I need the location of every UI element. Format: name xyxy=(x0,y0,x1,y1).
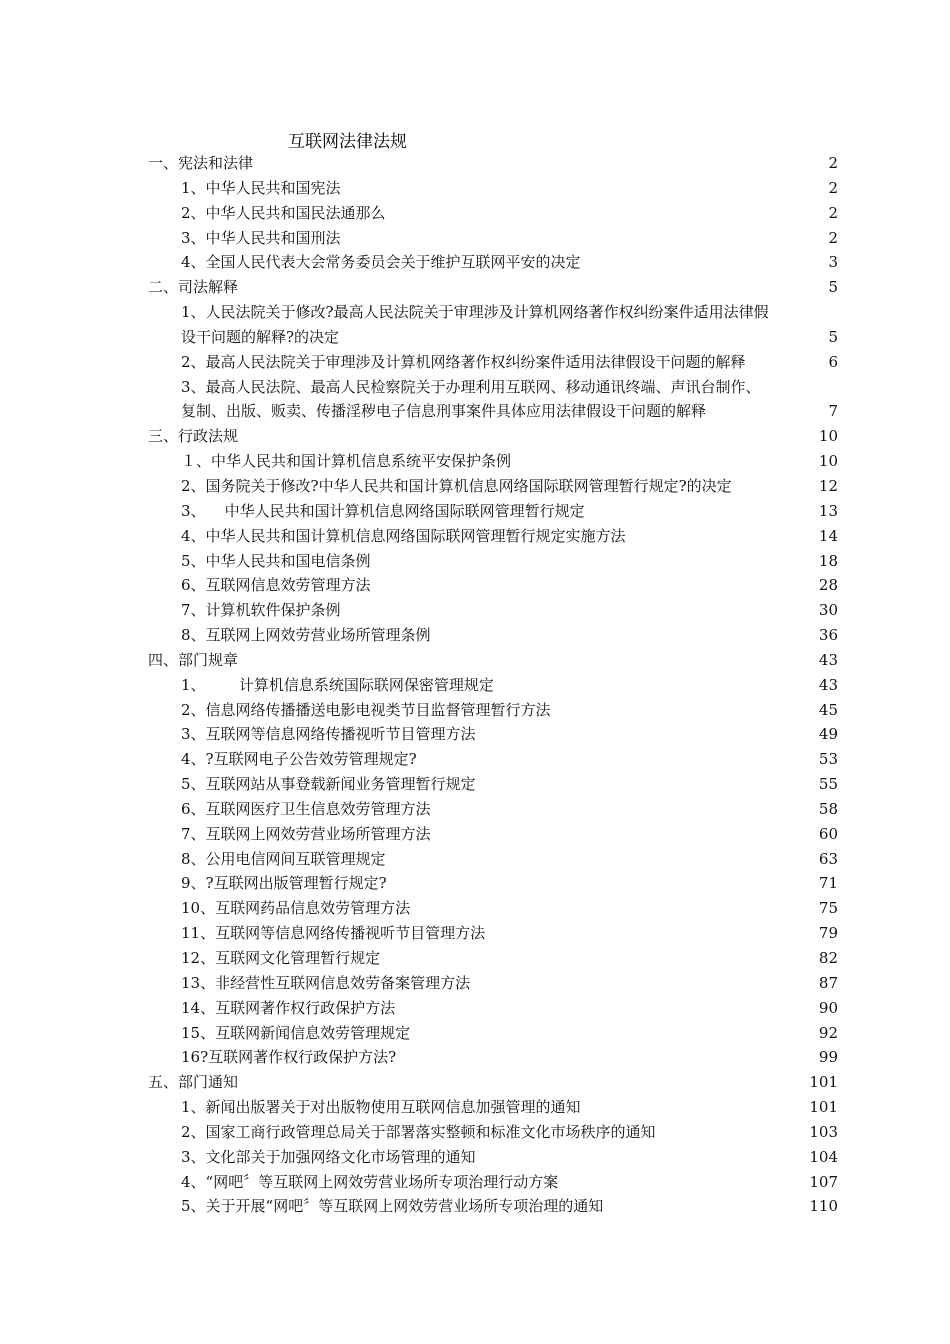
toc-entry-label: 1、人民法院关于修改?最高人民法院关于审理涉及计算机网络著作权纠纷案件适用法律假 xyxy=(181,303,769,322)
toc-page-number: 10 xyxy=(818,452,838,471)
toc-section-label: 二、司法解释 xyxy=(148,278,239,297)
toc-entry-label: 4、全国人民代表大会常务委员会关于维护互联网平安的决定 xyxy=(181,253,581,272)
toc-page-number: 110 xyxy=(809,1197,838,1216)
toc-entry[interactable] xyxy=(148,623,838,648)
toc-entry[interactable] xyxy=(148,474,838,499)
toc-entry-label: 13、非经营性互联网信息效劳备案管理方法 xyxy=(181,973,471,992)
toc-entry-label: 7、计算机软件保护条例 xyxy=(181,601,341,620)
toc-entry-label: 3、中华人民共和国刑法 xyxy=(181,228,341,247)
toc-page-number: 5 xyxy=(828,327,838,346)
toc-page-number: 107 xyxy=(809,1172,838,1191)
toc-entry[interactable] xyxy=(148,350,838,375)
toc-entry-label: 4、“网吧〞等互联网上网效劳营业场所专项治理行动方案 xyxy=(181,1172,559,1191)
toc-entry-label: 14、互联网著作权行政保护方法 xyxy=(181,998,396,1017)
document-title: 互联网法律法规 xyxy=(288,132,407,152)
toc-entry[interactable] xyxy=(148,1045,838,1070)
toc-entry[interactable] xyxy=(148,1145,838,1170)
toc-page-number: 2 xyxy=(828,228,838,247)
toc-page-number: 92 xyxy=(818,1023,838,1042)
toc-page-number: 79 xyxy=(818,924,838,943)
toc-entry[interactable] xyxy=(148,1170,838,1195)
toc-entry[interactable] xyxy=(148,449,838,474)
toc-page-number: 60 xyxy=(818,824,838,843)
toc-entry-label: 3、互联网等信息网络传播视听节目管理方法 xyxy=(181,725,476,744)
toc-entry[interactable] xyxy=(148,573,838,598)
toc-section[interactable] xyxy=(148,275,838,300)
toc-entry[interactable] xyxy=(148,226,838,251)
toc-entry-label: 6、互联网医疗卫生信息效劳管理方法 xyxy=(181,799,431,818)
toc-entry[interactable] xyxy=(148,698,838,723)
toc-page-number: 3 xyxy=(828,253,838,272)
toc-entry[interactable] xyxy=(148,598,838,623)
toc-page-number: 2 xyxy=(828,203,838,222)
toc-page-number: 43 xyxy=(818,675,838,694)
toc-page-number: 55 xyxy=(818,775,838,794)
toc-entry[interactable] xyxy=(148,822,838,847)
toc-page-number: 43 xyxy=(818,650,838,669)
toc-entry-label: 1、中华人民共和国宪法 xyxy=(181,178,341,197)
toc-entry-label: 3、最高人民法院、最高人民检察院关于办理利用互联网、移动通讯终端、声讯台制作、 xyxy=(181,377,761,396)
toc-entry-label: 8、公用电信网间互联管理规定 xyxy=(181,849,386,868)
toc-entry-label: 7、互联网上网效劳营业场所管理方法 xyxy=(181,824,431,843)
toc-entry-label: 5、互联网站从事登载新闻业务管理暂行规定 xyxy=(181,775,476,794)
toc-entry-label: 2、信息网络传播播送电影电视类节目监督管理暂行方法 xyxy=(181,700,551,719)
toc-page-number: 28 xyxy=(818,576,838,595)
toc-entry[interactable] xyxy=(148,747,838,772)
toc-entry-label: 2、最高人民法院关于审理涉及计算机网络著作权纠纷案件适用法律假设干问题的解释 xyxy=(181,352,746,371)
toc-entry-label: 15、互联网新闻信息效劳管理规定 xyxy=(181,1023,411,1042)
toc-page-number: 49 xyxy=(818,725,838,744)
toc-page-number: 90 xyxy=(818,998,838,1017)
toc-page-number: 5 xyxy=(828,278,838,297)
toc-page-number: 58 xyxy=(818,799,838,818)
toc-entry-label: 8、互联网上网效劳营业场所管理条例 xyxy=(181,626,431,645)
toc-page-number: 75 xyxy=(818,899,838,918)
toc-page-number: 12 xyxy=(818,476,838,495)
toc-entry[interactable] xyxy=(148,1194,838,1219)
toc-page-number: 82 xyxy=(818,949,838,967)
toc-entry-label: 12、互联网文化管理暂行规定 xyxy=(181,949,381,967)
toc-entry[interactable] xyxy=(148,524,838,549)
toc-entry[interactable] xyxy=(148,673,838,698)
toc-entry[interactable] xyxy=(148,921,838,946)
toc-page-number: 13 xyxy=(818,501,838,520)
toc-page-number: 71 xyxy=(818,874,838,893)
toc-entry-label: 1、新闻出版署关于对出版物使用互联网信息加强管理的通知 xyxy=(181,1098,581,1117)
toc-page-number: 104 xyxy=(809,1147,838,1166)
toc-entry-label: 2、国务院关于修改?中华人民共和国计算机信息网络国际联网管理暂行规定?的决定 xyxy=(181,476,732,495)
toc-section[interactable] xyxy=(148,151,838,176)
toc-entry-label-continued: 复制、出版、贩卖、传播淫秽电子信息刑事案件具体应用法律假设干问题的解释 xyxy=(181,402,707,421)
toc-entry[interactable] xyxy=(148,971,838,996)
toc-section-label: 一、宪法和法律 xyxy=(148,154,254,172)
toc-entry[interactable] xyxy=(148,797,838,822)
toc-page-number: 101 xyxy=(809,1073,838,1092)
toc-section-label: 四、部门规章 xyxy=(148,650,239,669)
toc-page-number: 10 xyxy=(818,427,838,446)
toc-section[interactable] xyxy=(148,1070,838,1095)
toc-entry-label: 4、?互联网电子公告效劳管理规定? xyxy=(181,750,417,769)
toc-page-number: 30 xyxy=(818,601,838,620)
toc-page-number: 6 xyxy=(828,352,838,371)
toc-entry[interactable] xyxy=(148,300,838,325)
toc-entry-label: 6、互联网信息效劳管理方法 xyxy=(181,576,371,595)
toc-entry-label: 5、关于开展“网吧〞等互联网上网效劳营业场所专项治理的通知 xyxy=(181,1197,604,1216)
toc-page-number: 53 xyxy=(818,750,838,769)
toc-entry[interactable] xyxy=(148,871,838,896)
toc-page-number: 36 xyxy=(818,626,838,645)
toc-page-number: 87 xyxy=(818,973,838,992)
toc-entry-label: 11、互联网等信息网络传播视听节目管理方法 xyxy=(181,924,486,943)
toc-page-number: 7 xyxy=(828,402,838,421)
toc-entry-label: 9、?互联网出版管理暂行规定? xyxy=(181,874,387,893)
toc-entry-continuation[interactable] xyxy=(148,325,838,350)
toc-entry-label-continued: 设干问题的解释?的决定 xyxy=(181,327,340,346)
toc-entry[interactable] xyxy=(148,996,838,1021)
table-of-contents xyxy=(148,151,838,1219)
toc-entry[interactable] xyxy=(148,1021,838,1046)
toc-entry-label: 10、互联网药品信息效劳管理方法 xyxy=(181,899,411,918)
toc-page-number: 2 xyxy=(828,178,838,197)
toc-entry[interactable] xyxy=(148,896,838,921)
toc-section[interactable] xyxy=(148,648,838,673)
toc-entry-label: 4、中华人民共和国计算机信息网络国际联网管理暂行规定实施方法 xyxy=(181,526,626,545)
toc-entry-continuation[interactable] xyxy=(148,399,838,424)
toc-page-number: 2 xyxy=(828,154,838,172)
toc-entry-label: 1、 计算机信息系统国际联网保密管理规定 xyxy=(181,675,494,694)
toc-entry[interactable] xyxy=(148,847,838,872)
toc-page-number: 63 xyxy=(818,849,838,868)
toc-entry[interactable] xyxy=(148,946,838,971)
toc-section-label: 五、部门通知 xyxy=(148,1073,239,1092)
toc-entry[interactable] xyxy=(148,772,838,797)
toc-section-label: 三、行政法规 xyxy=(148,427,239,446)
toc-entry[interactable] xyxy=(148,1095,838,1120)
toc-entry-label: 5、中华人民共和国电信条例 xyxy=(181,551,371,570)
toc-entry-label: 16?互联网著作权行政保护方法? xyxy=(181,1048,397,1067)
toc-entry[interactable] xyxy=(148,250,838,275)
toc-entry-label: 2、中华人民共和国民法通那么 xyxy=(181,203,386,222)
toc-page-number: 99 xyxy=(818,1048,838,1067)
toc-entry[interactable] xyxy=(148,201,838,226)
toc-entry-label: 2、国家工商行政管理总局关于部署落实整顿和标准文化市场秩序的通知 xyxy=(181,1122,656,1141)
toc-page-number: 103 xyxy=(809,1122,838,1141)
toc-entry-label: 3、 中华人民共和国计算机信息网络国际联网管理暂行规定 xyxy=(181,501,585,520)
toc-entry-label: １、中华人民共和国计算机信息系统平安保护条例 xyxy=(181,452,512,471)
toc-page-number: 18 xyxy=(818,551,838,570)
toc-section[interactable] xyxy=(148,424,838,449)
toc-entry[interactable] xyxy=(148,722,838,747)
toc-page-number: 14 xyxy=(818,526,838,545)
toc-entry[interactable] xyxy=(148,499,838,524)
toc-entry[interactable] xyxy=(148,176,838,201)
toc-entry-label: 3、文化部关于加强网络文化市场管理的通知 xyxy=(181,1147,476,1166)
toc-page-number: 101 xyxy=(809,1098,838,1117)
toc-entry[interactable] xyxy=(148,375,838,400)
toc-entry[interactable] xyxy=(148,549,838,574)
toc-entry[interactable] xyxy=(148,1120,838,1145)
toc-page-number: 45 xyxy=(818,700,838,719)
